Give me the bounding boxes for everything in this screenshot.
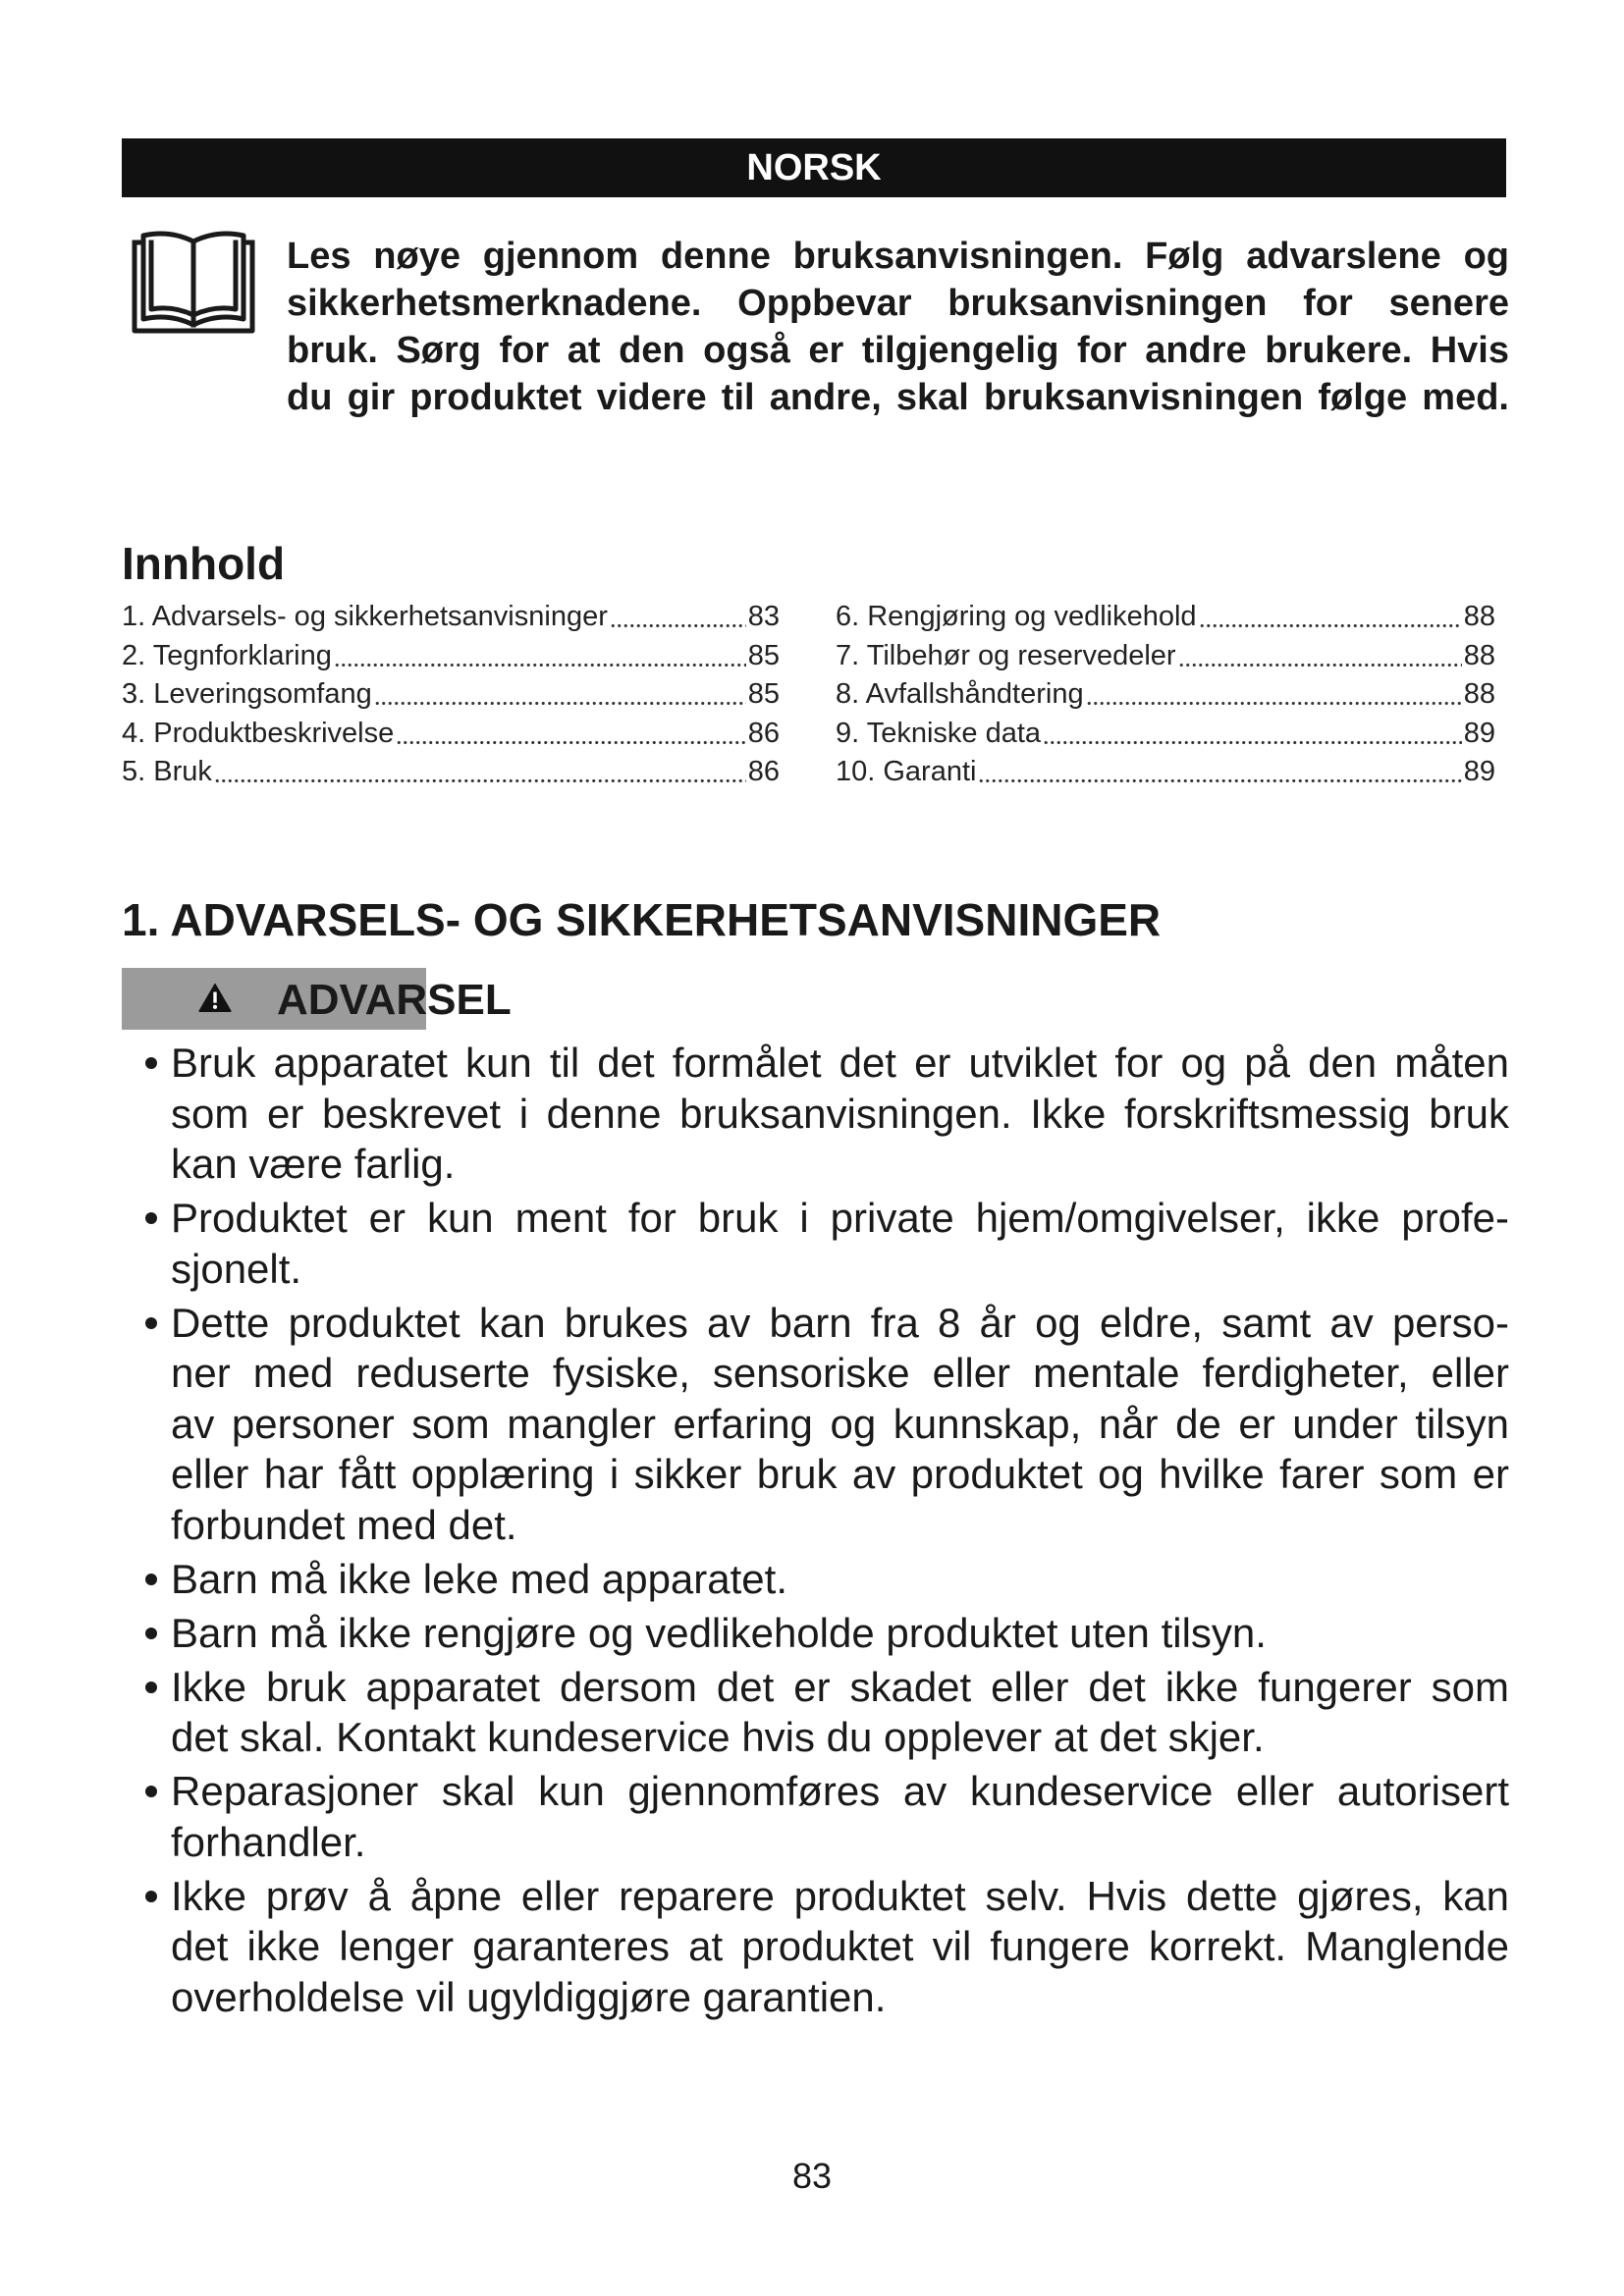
list-item <box>122 1766 1509 1867</box>
open-book-icon <box>129 227 258 337</box>
contents-entry-label: 10. Garanti <box>836 756 977 787</box>
list-item-line: eller har fått opplæring i sikker bruk av produktet og hvilke farer som er <box>171 1451 1509 1497</box>
list-item-line: som er beskrevet i denne bruksanvisningen. Ikke forskriftsmessig bruk <box>171 1090 1509 1137</box>
list-item-line: forhandler. <box>171 1818 366 1865</box>
contents-entry <box>122 675 780 715</box>
contents-entry <box>122 637 780 676</box>
contents-entry <box>122 753 780 792</box>
list-item-line: ner med reduserte fysiske, sensoriske eller mentale ferdigheter, eller <box>171 1350 1509 1396</box>
bullet-icon <box>145 1057 157 1069</box>
dot-leader <box>374 675 746 715</box>
bullet-icon <box>145 1682 157 1693</box>
contents-entry-page: 85 <box>747 639 780 671</box>
bullet-icon <box>145 1574 157 1585</box>
list-item <box>122 1554 1509 1605</box>
list-item-line: Produktet er kun ment for bruk i private hjem/omgivelser, ikke profe- <box>171 1195 1509 1241</box>
dot-leader <box>610 598 746 637</box>
list-item-line: sjonelt. <box>171 1245 302 1292</box>
contents-entry-page: 85 <box>747 678 780 710</box>
page-number: 83 <box>791 2156 833 2196</box>
list-item <box>122 1608 1509 1659</box>
contents-entry-label: 9. Tekniske data <box>836 717 1042 749</box>
warning-triangle-icon <box>198 983 232 1013</box>
contents-entry-label: 7. Tilbehør og reservedeler <box>836 639 1176 671</box>
dot-leader <box>396 715 745 754</box>
list-item-line: forbundet med det. <box>171 1501 517 1548</box>
warning-header <box>122 968 613 1030</box>
bullet-icon <box>145 1628 157 1639</box>
bullet-icon <box>145 1891 157 1902</box>
language-title: NORSK <box>746 147 882 188</box>
contents-entry-page: 89 <box>1463 756 1495 787</box>
list-item-line: Bruk apparatet kun til det formålet det er utviklet for og på den måten <box>171 1040 1509 1086</box>
intro-line: Les nøye gjennom denne bruksanvisningen. Følg advarslene og <box>287 236 1509 277</box>
dot-leader <box>1043 715 1462 754</box>
contents-entry-label: 4. Produktbeskrivelse <box>122 717 395 749</box>
contents-entry-page: 86 <box>747 756 780 787</box>
contents-entry <box>836 675 1495 715</box>
list-item-line: Barn må ikke leke med apparatet. <box>171 1555 787 1602</box>
list-item-line: kan være farlig. <box>171 1141 456 1187</box>
contents-entry-page: 83 <box>747 601 780 632</box>
dot-leader <box>214 753 746 792</box>
intro-line: du gir produktet videre til andre, skal bruksanvisningen følge med. <box>287 377 1509 418</box>
intro-line: sikkerhetsmerknadene. Oppbevar bruksanvisningen for senere <box>287 283 1509 324</box>
contents-entry <box>836 753 1495 792</box>
list-item-line: det skal. Kontakt kundeservice hvis du opplever at det skjer. <box>171 1714 1265 1760</box>
list-item <box>122 1298 1509 1551</box>
bullet-icon <box>145 1212 157 1224</box>
contents-entry <box>836 715 1495 754</box>
warning-label: ADVARSEL <box>277 976 512 1024</box>
contents-entry <box>122 715 780 754</box>
list-item-line: overholdelse vil ugyldiggjøre garantien. <box>171 1973 887 2020</box>
contents-entry-page: 88 <box>1463 601 1495 632</box>
contents-entry-label: 6. Rengjøring og vedlikehold <box>836 601 1197 632</box>
list-item <box>122 1662 1509 1763</box>
bullet-icon <box>145 1786 157 1797</box>
contents-entry-label: 3. Leveringsomfang <box>122 678 372 710</box>
dot-leader <box>978 753 1461 792</box>
language-header-bar <box>122 138 1506 197</box>
bullet-icon <box>145 1317 157 1329</box>
list-item-line: Reparasjoner skal kun gjennomføres av kundeservice eller autorisert <box>171 1768 1509 1814</box>
list-item-line: Barn må ikke rengjøre og vedlikeholde produktet uten tilsyn. <box>171 1609 1267 1656</box>
contents-entry-page: 88 <box>1463 678 1495 710</box>
list-item-line: av personer som mangler erfaring og kunnskap, når de er under tilsyn <box>171 1400 1509 1447</box>
contents-entry-page: 88 <box>1463 639 1495 671</box>
dot-leader <box>1178 637 1462 676</box>
intro-notice <box>287 233 1509 421</box>
dot-leader <box>334 637 746 676</box>
list-item-line: det ikke lenger garanteres at produktet vil fungere korrekt. Manglende <box>171 1923 1509 1969</box>
dot-leader <box>1199 598 1462 637</box>
list-item <box>122 1871 1509 2023</box>
list-item <box>122 1193 1509 1294</box>
contents-entry-label: 1. Advarsels- og sikkerhetsanvisninger <box>122 601 608 632</box>
contents-title: Innhold <box>122 538 286 589</box>
contents-column-right <box>836 598 1495 792</box>
list-item <box>122 1038 1509 1190</box>
contents-column-left <box>122 598 780 792</box>
contents-entry-page: 89 <box>1463 717 1495 749</box>
contents-entry-label: 2. Tegnforklaring <box>122 639 332 671</box>
section-title: 1. ADVARSELS- OG SIKKERHETSANVISNINGER <box>122 894 1162 945</box>
contents-entry-label: 5. Bruk <box>122 756 212 787</box>
safety-instructions-list <box>122 1038 1509 2022</box>
list-item-line: Ikke prøv å åpne eller reparere produktet selv. Hvis dette gjøres, kan <box>171 1872 1509 1919</box>
contents-entry-page: 86 <box>747 717 780 749</box>
contents-entry <box>836 637 1495 676</box>
intro-line: bruk. Sørg for at den også er tilgjengelig for andre brukere. Hvis <box>287 330 1509 371</box>
dot-leader <box>1086 675 1462 715</box>
contents-entry-label: 8. Avfallshåndtering <box>836 678 1084 710</box>
contents-entry <box>122 598 780 637</box>
contents-entry <box>836 598 1495 637</box>
list-item-line: Dette produktet kan brukes av barn fra 8 år og eldre, samt av perso- <box>171 1299 1509 1346</box>
list-item-line: Ikke bruk apparatet dersom det er skadet eller det ikke fungerer som <box>171 1663 1509 1710</box>
